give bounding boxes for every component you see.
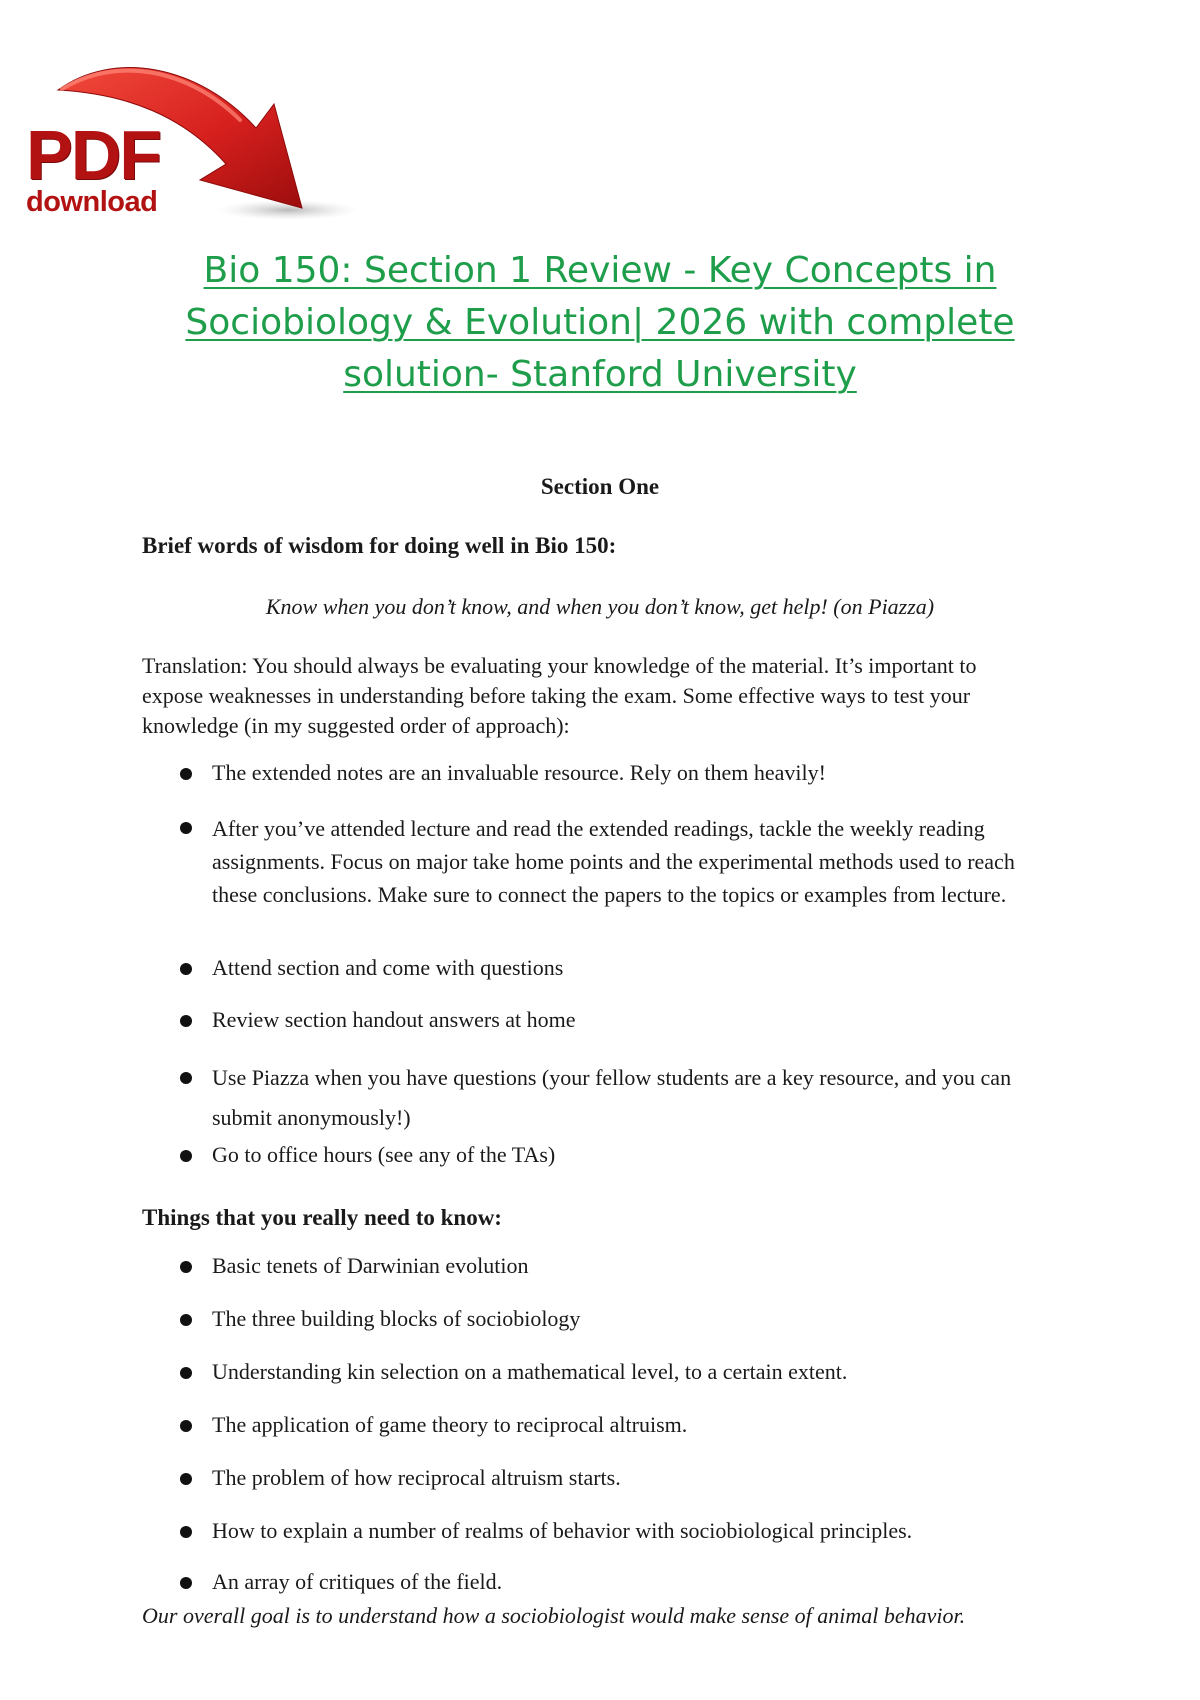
list-item [180,1058,1050,1138]
list-item [180,953,1050,982]
bullet-icon [180,768,192,780]
bullet-icon [180,1473,192,1485]
list-item [180,1410,1050,1439]
list-item [180,1005,1050,1034]
list-item [180,1567,1050,1596]
bullet-icon [180,1367,192,1379]
bullet-icon [180,1015,192,1027]
list-item [180,758,1050,787]
bullet-icon [180,1261,192,1273]
bullet-icon [180,1314,192,1326]
know-item-text: An array of critiques of the field. [212,1569,503,1594]
document-title-link[interactable]: Bio 150: Section 1 Review - Key Concepts in Sociobiology & Evolution| 2026 with complete solution- Stanford University [185,250,1015,395]
know-item-text: The problem of how reciprocal altruism starts. [212,1465,621,1490]
advice-quote: Know when you don’t know, and when you don’t know, get help! (on Piazza) [265,594,935,619]
list-item [180,1463,1050,1492]
tip-text: Attend section and come with questions [212,955,564,980]
list-item [180,1357,1050,1386]
list-item [180,1304,1050,1333]
know-item-text: Basic tenets of Darwinian evolution [212,1253,529,1278]
list-item [180,1516,1050,1545]
tip-text: The extended notes are an invaluable resource. Rely on them heavily! [212,760,826,785]
list-item [180,812,1050,911]
logo-pdf-text: PDF [26,116,160,194]
bullet-icon [180,1420,192,1432]
tip-text: Use Piazza when you have questions (your fellow students are a key resource, and you can submit anonymously!) [212,1065,1012,1130]
logo-text [26,116,160,218]
know-item-text: The three building blocks of sociobiology [212,1306,581,1331]
know-item-text: How to explain a number of realms of behavior with sociobiological principles. [212,1518,913,1543]
translation-paragraph: Translation: You should always be evaluating your knowledge of the material. It’s important to expose weaknesses in understanding before taking the exam. Some effective ways to test your knowledge (in my suggested order of approach): [142,653,977,738]
know-item-text: The application of game theory to reciprocal altruism. [212,1412,688,1437]
pdf-download-logo [18,58,358,228]
section-heading: Section One [540,474,660,499]
list-item [180,1251,1050,1280]
bullet-icon [180,963,192,975]
tip-text: After you’ve attended lecture and read the extended readings, tackle the weekly reading assignments. Focus on major take home points and the experimental methods used to reach these conclusions. Make sure to connect the papers to the topics or examples from lecture. [212,816,1015,907]
closing-statement: Our overall goal is to understand how a sociobiologist would make sense of animal behavior. [142,1603,966,1628]
list-item [180,1140,1050,1169]
bullet-icon [180,1577,192,1589]
bullet-icon [180,1072,192,1084]
logo-download-text: download [26,186,158,218]
bullet-icon [180,1526,192,1538]
know-heading: Things that you really need to know: [142,1205,502,1230]
tip-text: Review section handout answers at home [212,1007,576,1032]
bullet-icon [180,822,192,834]
tip-text: Go to office hours (see any of the TAs) [212,1142,556,1167]
know-item-text: Understanding kin selection on a mathematical level, to a certain extent. [212,1359,848,1384]
wisdom-heading: Brief words of wisdom for doing well in Bio 150: [142,533,617,558]
bullet-icon [180,1150,192,1162]
